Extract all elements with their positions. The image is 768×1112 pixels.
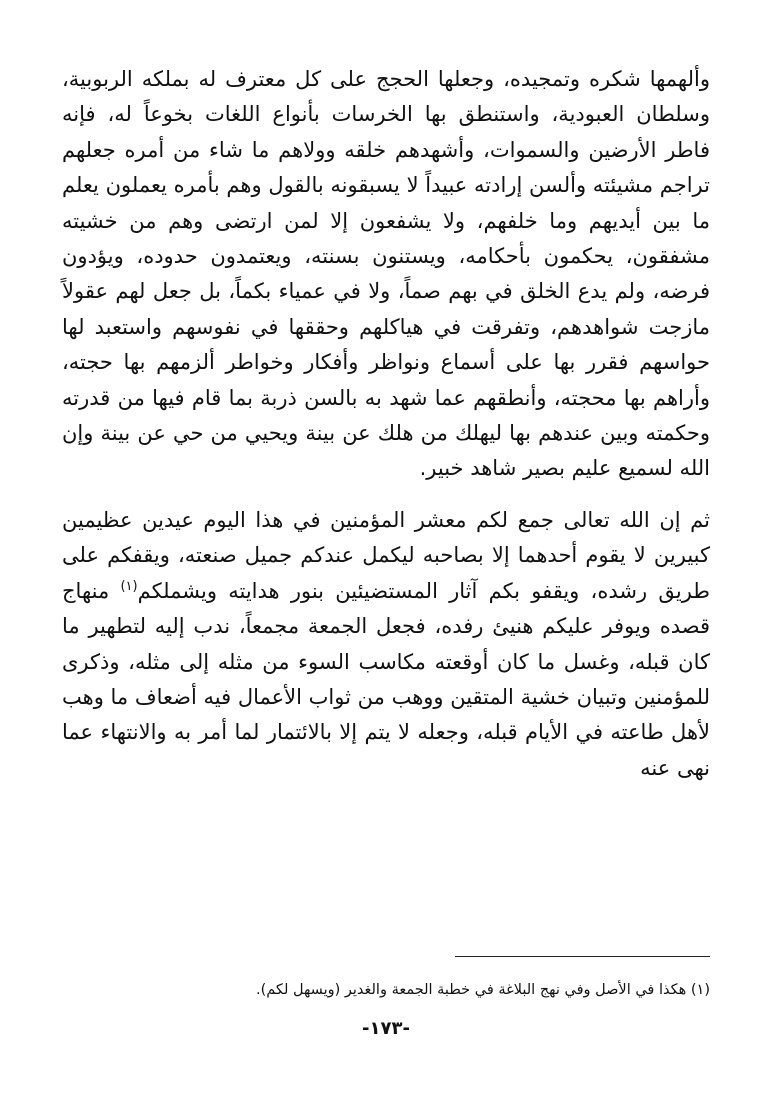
footnote-reference[interactable]: (١) [120,578,138,594]
page-number: -١٧٣- [362,1018,410,1039]
book-page [62,62,710,1062]
paragraph-1-text: وألهمها شكره وتمجيده، وجعلها الحجج على كل معترف له بملكه الربوبية، وسلطان العبودية، واستنطق بها الخرسات بأنواع اللغات بخوعاً له، فإنه فاطر الأرضين والسموات، وأشهدهم خلقه وولاهم ما شاء من أمره جعلهم تراجم مشيئته وألسن إرادته عبيداً لا يسبقونه بالقول وهم بأمره يعملون يعلم ما بين أيديهم وما خلفهم، ولا يشفعون إلا لمن ارتضى وهم من خشيته مشفقون، يحكمون بأحكامه، ويستنون بسنته، ويعتمدون حدوده، ويؤدون فرضه، ولم يدع الخلق في بهم صماً، ولا في عمياء بكماً، بل جعل لهم عقولاً مازجت شواهدهم، وتفرقت في هياكلهم وحققها في نفوسهم واستعبد لها حواسهم فقرر بها على أسماع ونواظر وأفكار وخواطر ألزمهم بها حجته، وأراهم بها محجته، وأنطقهم عما شهد به بالسن ذربة بما قام فيها من قدرته وحكمته وبين عندهم بها ليهلك من هلك عن بينة ويحيي من حي عن بينة وإن الله لسميع عليم بصير شاهد خبير. [62,67,710,481]
footnote-separator [455,956,710,957]
paragraph-2-continuation: منهاج قصده ويوفر عليكم هنيئ رفده، فجعل الجمعة مجمعاً، ندب إليه لتطهير ما كان قبله، وغسل ما كان أوقعته مكاسب السوء من مثله إلى مثله، وذكرى للمؤمنين وتبيان خشية المتقين ووهب من ثواب الأعمال فيه أضعاف ما وهب لأهل طاعته في الأيام قبله، وجعله لا يتم إلا بالائتمار لما أمر به والانتهاء عما نهى عنه [62,578,710,780]
body-paragraph-1 [62,62,710,487]
footnote: (١) هكذا في الأصل وفي نهج البلاغة في خطبة الجمعة والغدير (ويسهل لكم). [256,982,710,998]
paragraph-2-text: ثم إن الله تعالى جمع لكم معشر المؤمنين في هذا اليوم عيدين عظيمين كبيرين لا يقوم أحدهما إلا بصاحبه ليكمل عندكم جميل صنعته، ويقفكم على طريق رشده، ويقفو بكم آثار المستضيئين بنور هدايته ويشملكم [62,507,710,603]
body-paragraph-2 [62,503,710,786]
